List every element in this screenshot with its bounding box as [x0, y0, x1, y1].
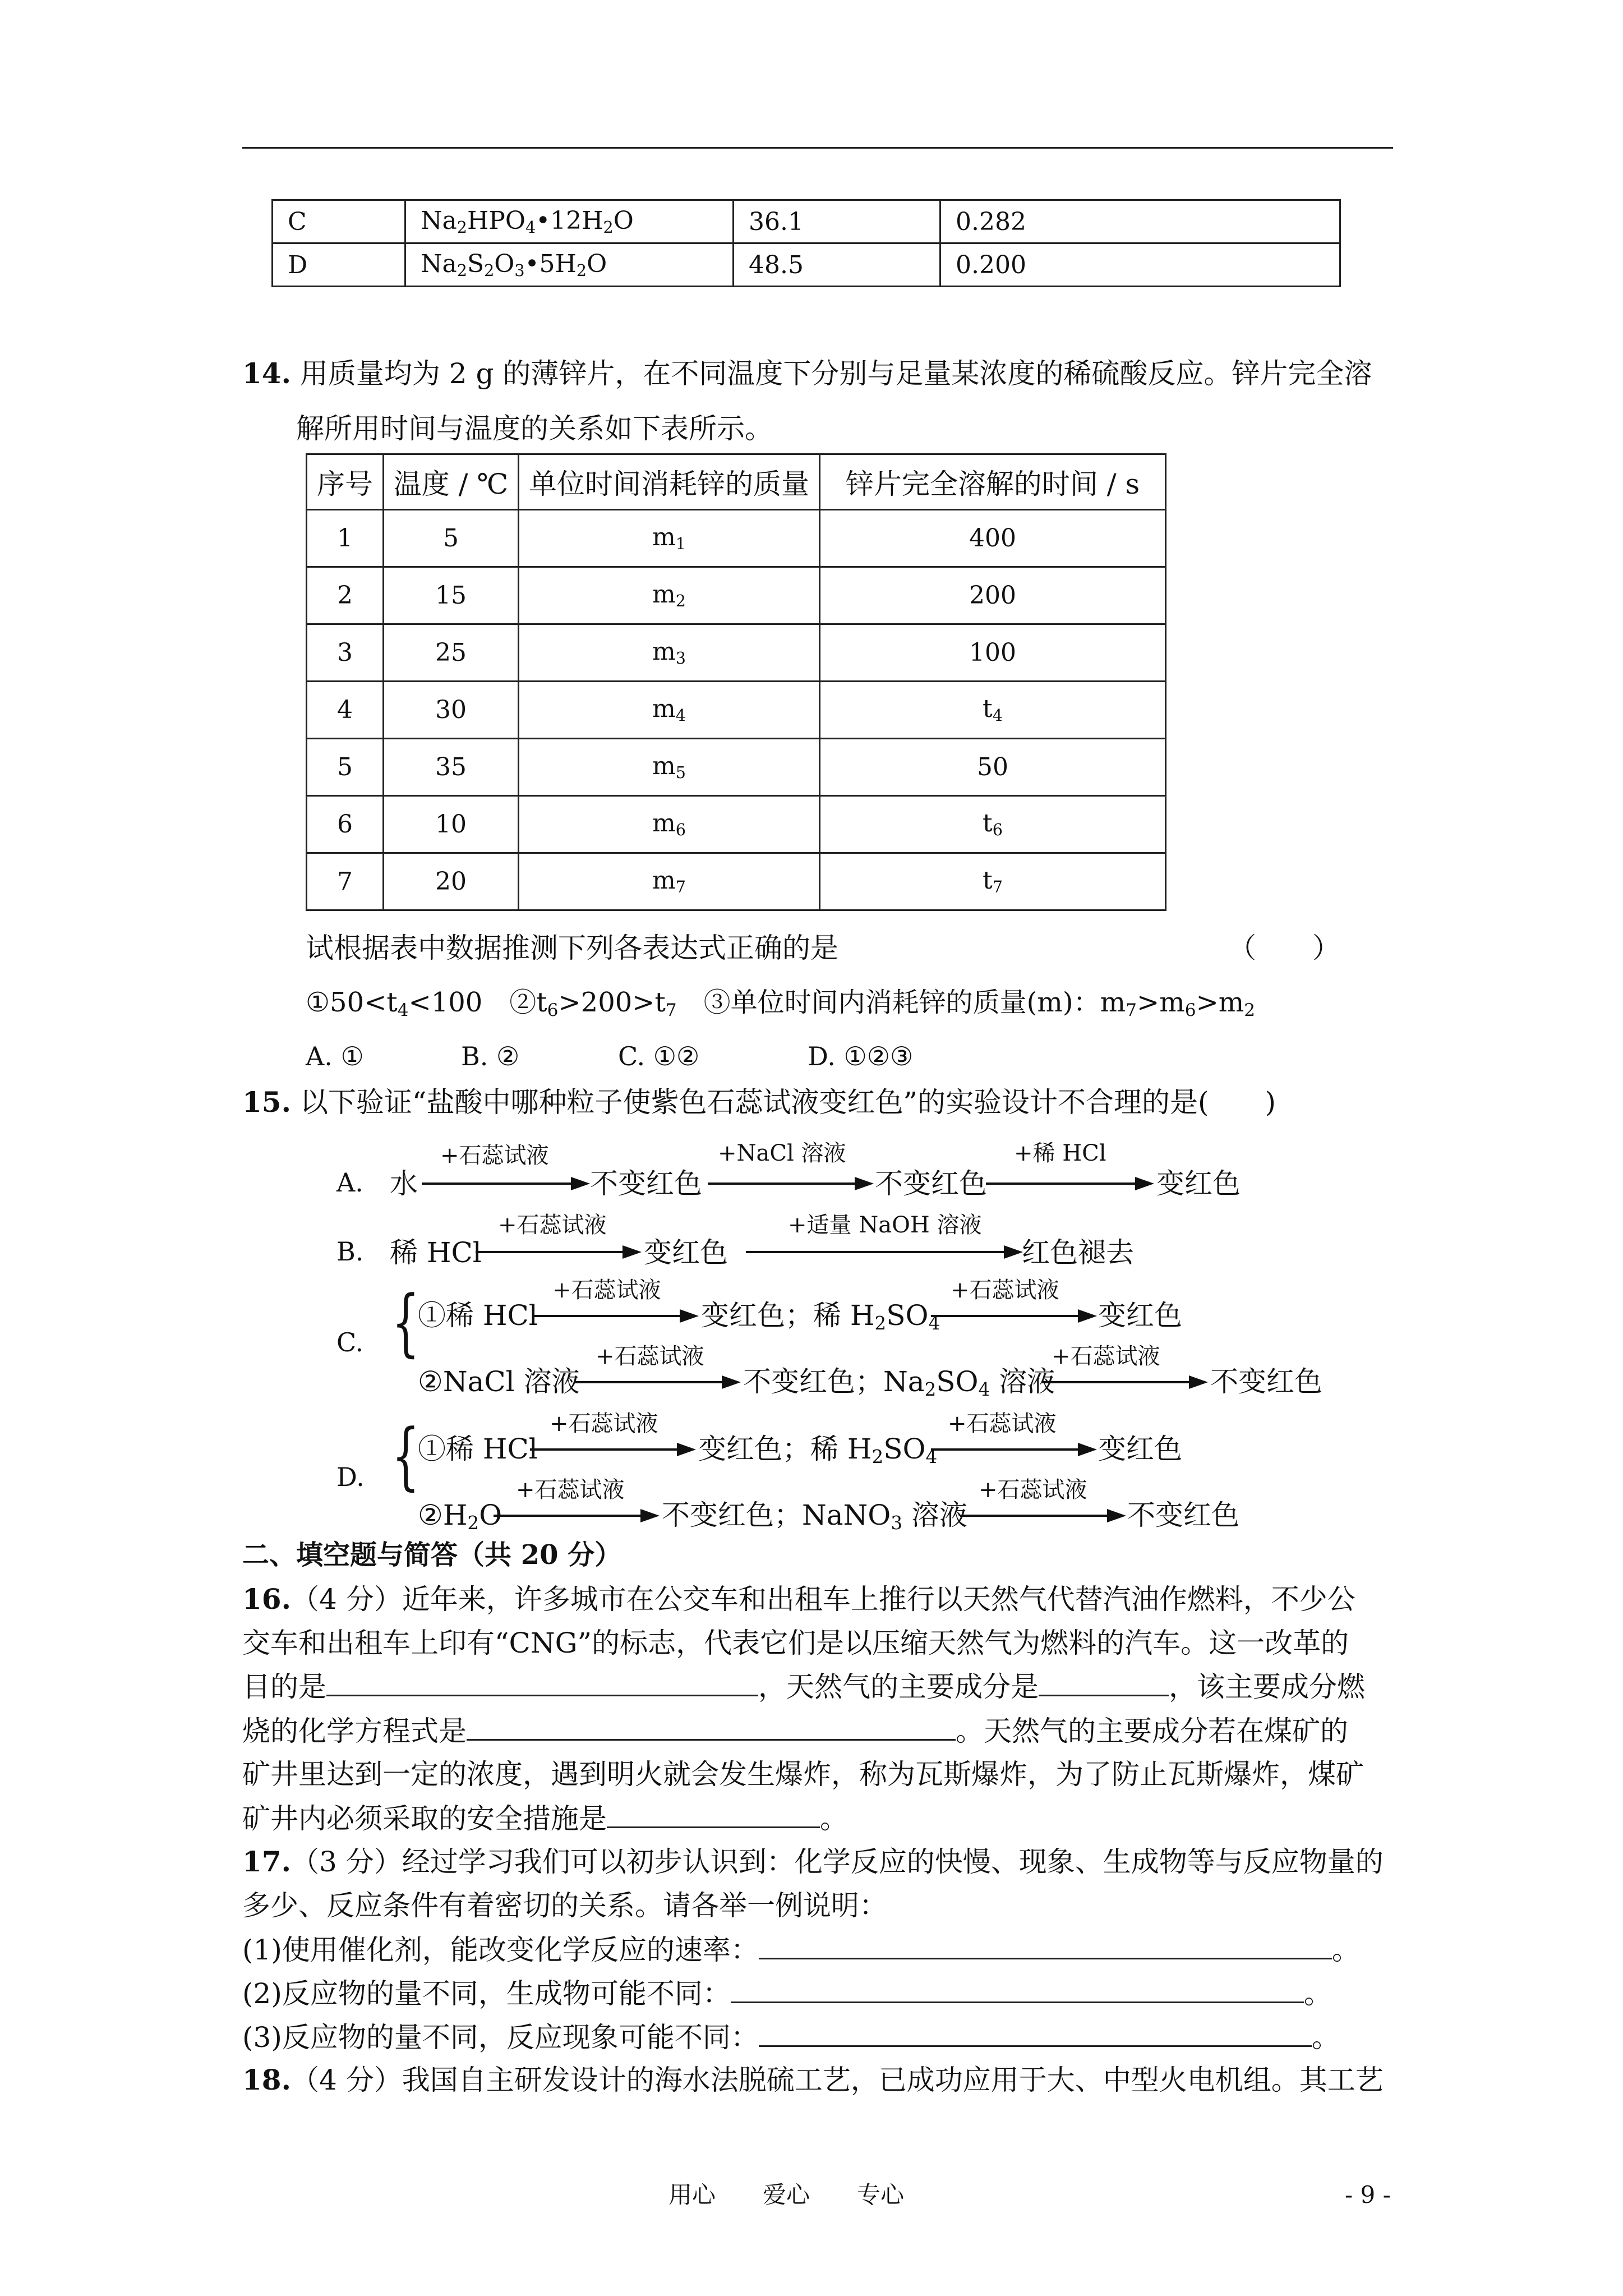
q17-line2: 多少、反应条件有着密切的关系。请各举一例说明： — [242, 1889, 887, 1922]
q17-item1: (1)使用催化剂，能改变化学反应的速率： 。 — [242, 1934, 1360, 1966]
q15-c-r2-s0: ②NaCl 溶液 — [418, 1365, 580, 1398]
arrow-icon — [476, 1251, 638, 1253]
table-cell-n: 2 — [307, 567, 384, 624]
table-cell-n: 6 — [307, 796, 384, 853]
answer-blank[interactable] — [607, 1804, 820, 1828]
q16-line1: 16.（4 分）近年来，许多城市在公交车和出租车上推行以天然气代替汽油作燃料，不少公 — [242, 1582, 1355, 1616]
table-cell-n: 1 — [307, 510, 384, 567]
header-cell: 锌片完全溶解的时间 / s — [820, 454, 1166, 510]
q16-line3: 目的是 ，天然气的主要成分是 ，该主要成分燃 — [242, 1671, 1365, 1703]
q14-line1: 14. 用质量均为 2 g 的薄锌片，在不同温度下分别与足量某浓度的稀硫酸反应。锌片完全溶 — [242, 357, 1372, 390]
cell-value: 36.1 — [734, 200, 940, 243]
answer-blank[interactable] — [759, 1935, 1332, 1959]
arrow-icon — [422, 1182, 587, 1185]
table-row — [307, 567, 1166, 624]
cell-formula: $Na_2HPO_4•12H_2O$ — [405, 200, 734, 243]
arrow-icon — [986, 1182, 1151, 1185]
table-cell-m: $m_3$ — [519, 624, 820, 682]
cell-value: 0.200 — [940, 243, 1340, 287]
table-header-row — [307, 454, 1166, 510]
q15-c-r2-label2: +石蕊试液 — [1052, 1343, 1160, 1369]
q15-b-label1: +石蕊试液 — [498, 1212, 607, 1238]
q15-c-r1-label2: +石蕊试液 — [951, 1277, 1059, 1303]
q15-d-r1-label2: +石蕊试液 — [948, 1411, 1057, 1437]
zinc-table — [306, 453, 1166, 911]
q15-d-r1-s1: 变红色；稀 $H_2SO_4$ — [698, 1433, 938, 1468]
answer-blank[interactable] — [759, 2023, 1312, 2047]
q15-b-letter: B. — [336, 1236, 364, 1267]
answer-blank[interactable] — [467, 1717, 956, 1741]
q15-c-r1-s2: 变红色 — [1098, 1299, 1182, 1332]
table-cell-m: $m_6$ — [519, 796, 820, 853]
q15-d-r2-s2: 不变红色 — [1127, 1499, 1239, 1531]
q14-option-b: B. ② — [461, 1041, 520, 1071]
cell-value: 48.5 — [734, 243, 940, 287]
arrow-icon — [960, 1515, 1123, 1517]
table-cell-time: 400 — [820, 510, 1166, 567]
table-row — [307, 739, 1166, 796]
table-cell-t: 10 — [384, 796, 519, 853]
q15-stem: 15. 以下验证“盐酸中哪种粒子使紫色石蕊试液变红色”的实验设计不合理的是( ) — [242, 1085, 1276, 1119]
continued-table — [271, 199, 1341, 287]
q15-d-r1-s2: 变红色 — [1098, 1433, 1182, 1465]
table-cell-time: $t_7$ — [820, 853, 1166, 910]
arrow-icon — [494, 1515, 656, 1517]
table-row — [307, 624, 1166, 682]
q15-d-letter: D. — [336, 1462, 365, 1492]
q14-option-d: D. ①②③ — [808, 1041, 914, 1071]
header-cell: 单位时间消耗锌的质量 — [519, 454, 820, 510]
cell-label: C — [273, 200, 405, 243]
arrow-icon — [931, 1448, 1094, 1451]
arrow-icon — [708, 1182, 870, 1185]
arrow-icon — [746, 1251, 1020, 1253]
q15-c-r1-s1: 变红色；稀 $H_2SO_4$ — [701, 1299, 940, 1335]
arrow-icon — [533, 1315, 695, 1317]
q15-a-label3: +稀 HCl — [1014, 1140, 1106, 1166]
question-number: 16. — [242, 1582, 291, 1616]
table-row — [307, 510, 1166, 567]
table-cell-m: $m_2$ — [519, 567, 820, 624]
section-heading: 二、填空题与简答（共 20 分） — [242, 1539, 622, 1571]
q14-line2: 解所用时间与温度的关系如下表所示。 — [296, 412, 773, 445]
q14-option-c: C. ①② — [618, 1041, 700, 1071]
q15-c-r1-label1: +石蕊试液 — [552, 1277, 661, 1303]
q18-line1: 18.（4 分）我国自主研发设计的海水法脱硫工艺，已成功应用于大、中型火电机组。其工艺 — [242, 2063, 1384, 2096]
q15-a-label2: +NaCl 溶液 — [718, 1140, 846, 1166]
q15-c-r2-label1: +石蕊试液 — [596, 1343, 704, 1369]
table-cell-t: 20 — [384, 853, 519, 910]
answer-paren: （ ） — [1228, 932, 1340, 964]
table-row — [273, 200, 1340, 243]
table-cell-t: 25 — [384, 624, 519, 682]
q15-b-label2: +适量 NaOH 溶液 — [788, 1212, 982, 1238]
q15-a-s0: 水 — [390, 1167, 418, 1200]
q15-c-r2-s1: 不变红色；$Na_2SO_4$ 溶液 — [743, 1365, 1055, 1401]
footer-motto: 用心 爱心 专心 — [668, 2181, 905, 2208]
q15-b-s2: 红色褪去 — [1022, 1236, 1134, 1269]
q15-c-r1-s0: ①稀 HCl — [418, 1299, 538, 1332]
q15-c-r2-s2: 不变红色 — [1210, 1365, 1322, 1398]
q15-a-s3: 变红色 — [1156, 1167, 1241, 1200]
answer-blank[interactable] — [731, 1979, 1304, 2003]
q16-line5: 矿井里达到一定的浓度，遇到明火就会发生爆炸，称为瓦斯爆炸，为了防止瓦斯爆炸，煤矿 — [242, 1758, 1364, 1791]
table-cell-m: $m_1$ — [519, 510, 820, 567]
q14-statements: $①50<t_4<100$ $②t_6>200>t_7$ ③单位时间内消耗锌的质量(m)：$m_7>m_6>m_2$ — [306, 987, 1256, 1020]
table-cell-n: 7 — [307, 853, 384, 910]
table-row — [273, 243, 1340, 287]
q15-d-r2-label1: +石蕊试液 — [516, 1477, 625, 1503]
question-number: 14. — [242, 357, 291, 390]
q14-prompt: 试根据表中数据推测下列各表达式正确的是 — [306, 932, 838, 964]
q15-d-r1-label1: +石蕊试液 — [550, 1411, 658, 1437]
q15-b-s1: 变红色 — [644, 1236, 728, 1269]
q15-d-r1-s0: ①稀 HCl — [418, 1433, 538, 1465]
q15-c-letter: C. — [336, 1327, 364, 1358]
brace-icon: { — [391, 1280, 420, 1365]
q15-a-label1: +石蕊试液 — [440, 1143, 549, 1168]
table-cell-m: $m_5$ — [519, 739, 820, 796]
arrow-icon — [1042, 1381, 1205, 1383]
cell-value: 0.282 — [940, 200, 1340, 243]
table-cell-time: $t_6$ — [820, 796, 1166, 853]
q15-b-s0: 稀 HCl — [390, 1236, 482, 1269]
table-cell-n: 3 — [307, 624, 384, 682]
table-cell-t: 30 — [384, 682, 519, 739]
arrow-icon — [931, 1315, 1094, 1317]
header-cell: 温度 / ℃ — [384, 454, 519, 510]
table-cell-n: 5 — [307, 739, 384, 796]
arrow-icon — [575, 1381, 737, 1383]
table-cell-time: $t_4$ — [820, 682, 1166, 739]
q15-d-r2-s1: 不变红色；NaNO$_3$ 溶液 — [662, 1499, 967, 1534]
question-number: 17. — [242, 1845, 291, 1878]
question-number: 18. — [242, 2063, 291, 2096]
q16-line2: 交车和出租车上印有“CNG”的标志，代表它们是以压缩天然气为燃料的汽车。这一改革的 — [242, 1627, 1349, 1659]
q15-d-r2-label2: +石蕊试液 — [979, 1477, 1087, 1503]
answer-blank[interactable] — [326, 1672, 758, 1696]
q15-d-r2-s0: $②H_2O$ — [418, 1499, 502, 1534]
table-cell-n: 4 — [307, 682, 384, 739]
cell-label: D — [273, 243, 405, 287]
page-number: - 9 - — [1345, 2181, 1391, 2208]
table-row — [307, 796, 1166, 853]
table-cell-t: 15 — [384, 567, 519, 624]
arrow-icon — [530, 1448, 693, 1451]
table-row — [307, 682, 1166, 739]
answer-blank[interactable] — [1039, 1672, 1169, 1696]
cell-formula: $Na_2S_2O_3•5H_2O$ — [405, 243, 734, 287]
q15-a-letter: A. — [336, 1167, 363, 1198]
table-cell-time: 200 — [820, 567, 1166, 624]
table-cell-t: 5 — [384, 510, 519, 567]
table-cell-m: $m_7$ — [519, 853, 820, 910]
question-number: 15. — [242, 1085, 291, 1119]
q16-line6: 矿井内必须采取的安全措施是 。 — [242, 1802, 848, 1835]
q17-item2: (2)反应物的量不同，生成物可能不同： 。 — [242, 1977, 1332, 2010]
q15-a-s1: 不变红色 — [590, 1167, 702, 1200]
table-cell-time: 50 — [820, 739, 1166, 796]
q15-a-s2: 不变红色 — [875, 1167, 987, 1200]
table-cell-m: $m_4$ — [519, 682, 820, 739]
q17-line1: 17.（3 分）经过学习我们可以初步认识到：化学反应的快慢、现象、生成物等与反应物量的 — [242, 1845, 1384, 1878]
table-cell-time: 100 — [820, 624, 1166, 682]
table-cell-t: 35 — [384, 739, 519, 796]
header-rule — [242, 147, 1393, 149]
table-row — [307, 853, 1166, 910]
q17-item3: (3)反应物的量不同，反应现象可能不同： 。 — [242, 2021, 1340, 2054]
q16-line4: 烧的化学方程式是 。天然气的主要成分若在煤矿的 — [242, 1715, 1348, 1747]
brace-icon: { — [391, 1413, 420, 1498]
q14-option-a: A. ① — [306, 1041, 364, 1071]
header-cell: 序号 — [307, 454, 384, 510]
